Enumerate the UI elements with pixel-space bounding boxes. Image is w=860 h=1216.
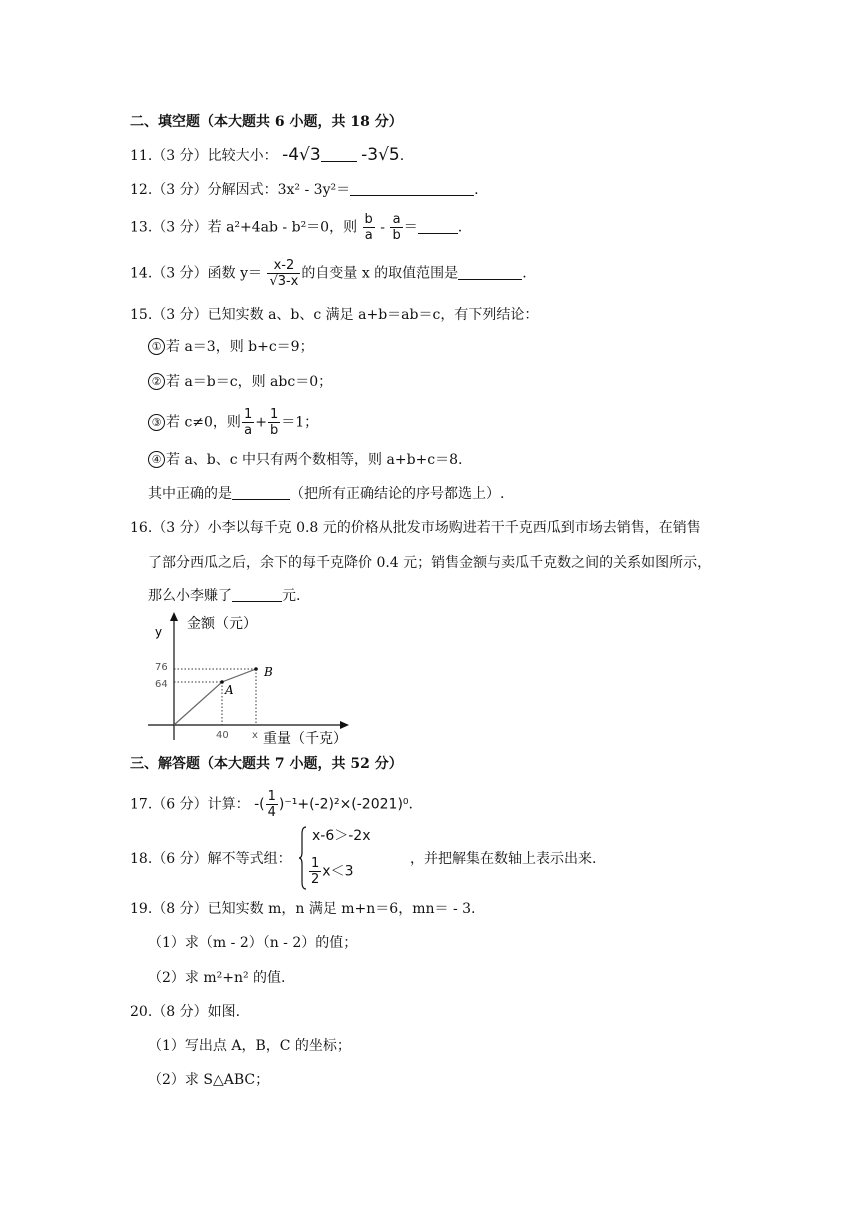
y-tick-64: 64 — [155, 679, 168, 690]
x-tick-x: x — [252, 730, 258, 741]
q20-part-1: （1）写出点 A，B，C 的坐标； — [148, 1038, 351, 1054]
section-2-title: 二、填空题（本大题共 6 小题，共 18 分） — [130, 114, 403, 130]
question-17: 17.（6 分）计算： -( $\frac{1}{4}$ )⁻¹+(-2)²×(-2021)⁰. — [130, 789, 413, 820]
q19-part-2: （2）求 m²+n² 的值. — [148, 970, 286, 986]
q15-conclusion-3: ③ 若 c≠0，则 $\frac{1}{a}$ + $\frac{1}{b}$ ＝1； — [148, 407, 318, 438]
question-16: 16.（3 分）小李以每千克 0.8 元的价格从批发市场购进若干千克西瓜到市场去销售，在销售 — [130, 520, 701, 536]
q16-line-2: 了部分西瓜之后，余下的每千克降价 0.4 元；销售金额与卖瓜千克数之间的关系如图所示， — [148, 555, 712, 571]
y-axis-label: y — [155, 625, 163, 639]
sales-line — [174, 669, 256, 725]
question-14: 14.（3 分）函数 y＝ $\frac{x-2}{√3-x}$ 的自变量 x 的取值范围是 . — [130, 258, 527, 289]
section-3-title: 三、解答题（本大题共 7 小题，共 52 分） — [130, 756, 403, 772]
sales-graph — [145, 612, 360, 748]
q15-conclusion-1: ① 若 a＝3，则 b+c＝9； — [148, 337, 314, 357]
x-axis-arrow — [340, 721, 349, 729]
question-15: 15.（3 分）已知实数 a、b、c 满足 a+b＝ab＝c，有下列结论： — [130, 307, 539, 323]
q11-right-expr: -3√5 — [361, 145, 400, 165]
question-19: 19.（8 分）已知实数 m，n 满足 m+n＝6，mn＝ - 3. — [130, 901, 476, 917]
question-11: 11.（3 分）比较大小： -4√3 -3√5. — [130, 145, 405, 165]
point-b — [254, 667, 258, 671]
y-tick-76: 76 — [155, 662, 168, 673]
point-a-label: A — [225, 683, 234, 697]
question-18: 18.（6 分）解不等式组： — [130, 851, 292, 867]
y-axis-arrow — [170, 612, 178, 621]
point-b-label: B — [264, 665, 273, 679]
q16-line-3: 那么小李赚了 元. — [148, 588, 301, 604]
q15-conclusion-4: ④ 若 a、b、c 中只有两个数相等，则 a+b+c＝8. — [148, 450, 462, 470]
q20-part-2: （2）求 S△ABC； — [148, 1072, 270, 1088]
q15-conclusion-2: ② 若 a＝b＝c，则 abc＝0； — [148, 372, 332, 392]
q11-left-expr: -4√3 — [282, 145, 321, 165]
question-12: 12.（3 分）分解因式：3x² - 3y²＝ . — [130, 182, 479, 198]
question-20: 20.（8 分）如图. — [130, 1004, 241, 1020]
y-axis-title: 金额（元） — [187, 616, 257, 632]
x-axis-title: 重量（千克） — [263, 731, 347, 747]
inequality-2: $\frac{1}{2}$ x＜3 — [311, 856, 354, 887]
inequality-1: x-6＞-2x — [312, 828, 371, 844]
question-13: 13.（3 分）若 a²+4ab - b²＝0，则 $\frac{b}{a}$ - $\frac{a}{b}$ ＝ . — [130, 212, 463, 243]
q19-part-1: （1）求（m - 2）（n - 2）的值； — [148, 935, 358, 951]
point-a — [220, 680, 224, 684]
x-tick-40: 40 — [216, 730, 229, 741]
brace-icon — [299, 826, 307, 890]
q18-instruction: ，并把解集在数轴上表示出来. — [410, 851, 597, 867]
q15-answer-line: 其中正确的是 （把所有正确结论的序号都选上）. — [148, 486, 505, 502]
